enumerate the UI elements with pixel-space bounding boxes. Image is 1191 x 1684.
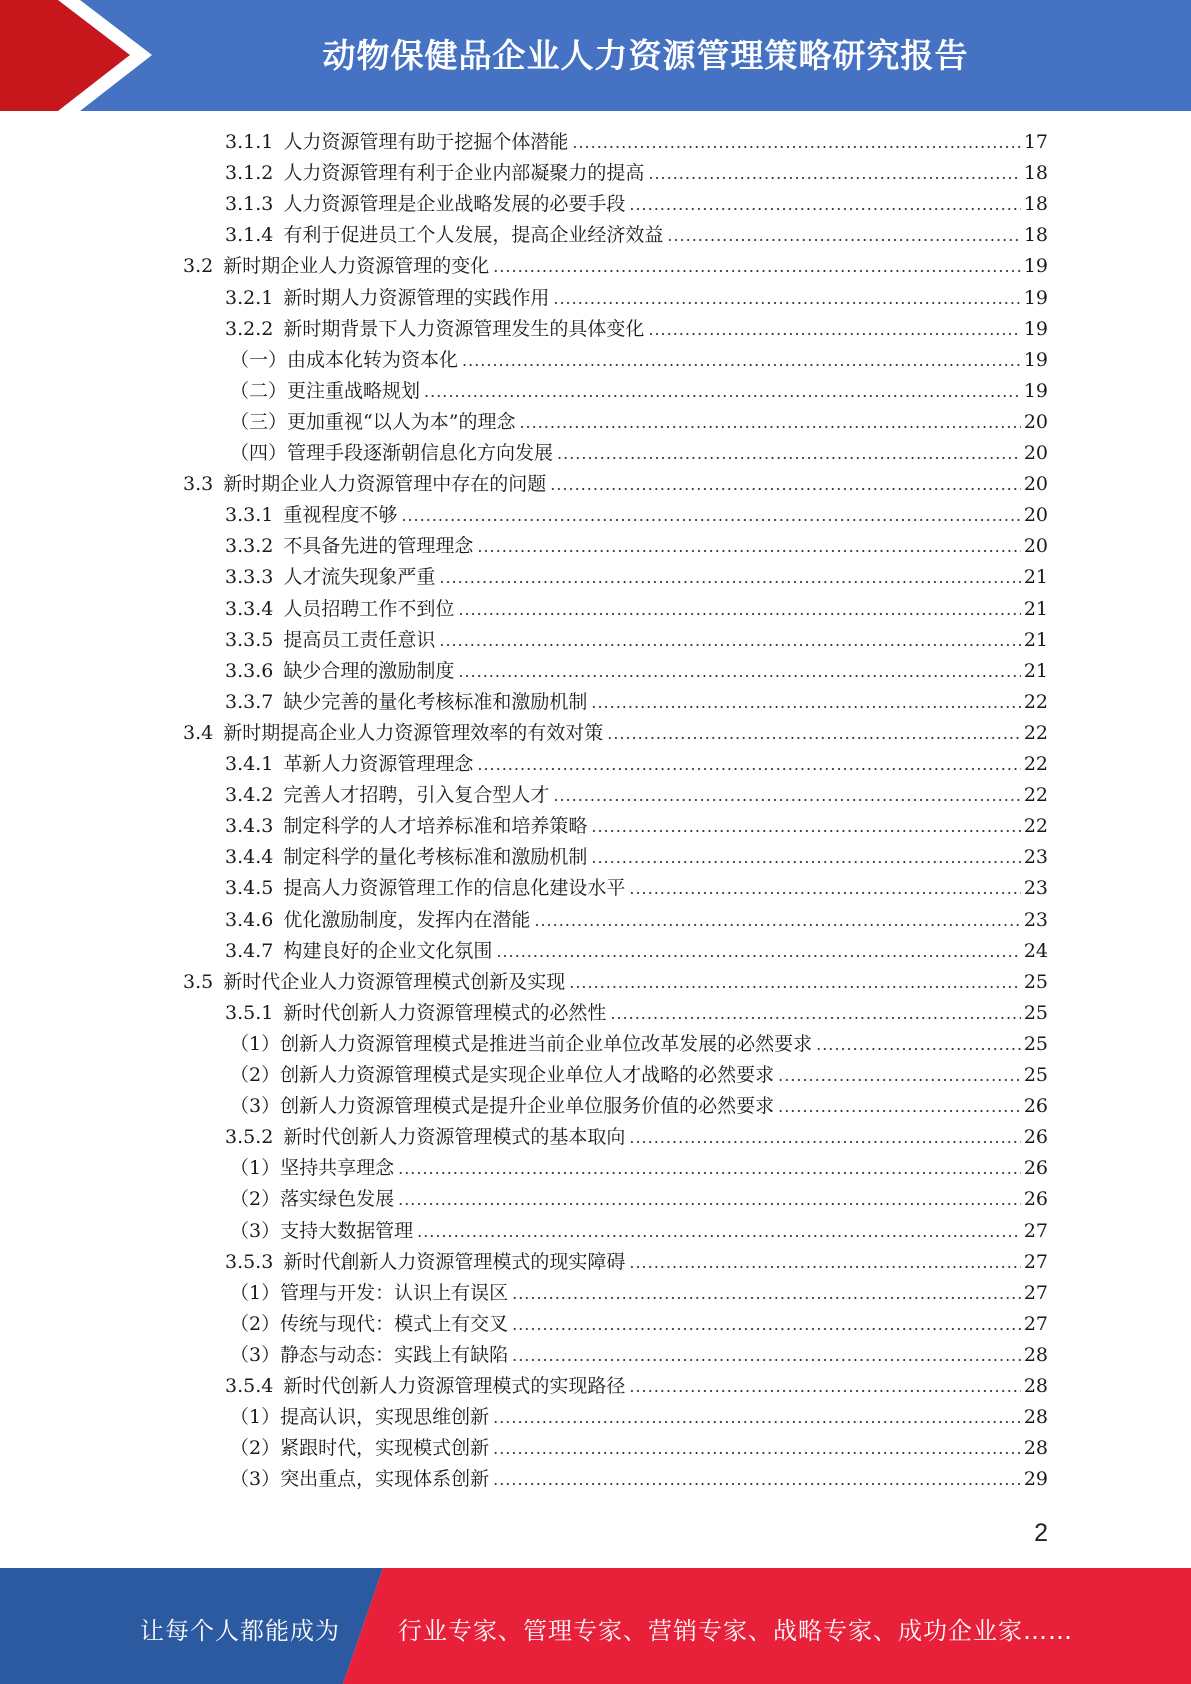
toc-entry-title: 革新人力资源管理理念: [283, 753, 474, 775]
toc-dot-leader: [629, 1128, 1020, 1147]
toc-dot-leader: [493, 1470, 1021, 1489]
toc-entry-page: 22: [1023, 815, 1048, 838]
toc-entry-page: 19: [1023, 317, 1048, 340]
toc-entry-number: （1）: [230, 1406, 281, 1429]
page-number: 2: [1034, 1519, 1048, 1547]
toc-entry-page: 18: [1023, 193, 1048, 216]
toc-entry[interactable]: [225, 905, 1048, 936]
toc-entry-page: 20: [1023, 442, 1048, 464]
toc-entry-number: 3.1.2: [225, 162, 274, 185]
toc-entry-title: 坚持共享理念: [280, 1157, 395, 1180]
toc-entry-number: 3.2.1: [225, 286, 274, 309]
toc-entry-title: 新时期企业人力资源管理中存在的问题: [223, 473, 547, 496]
toc-entry-page: 28: [1023, 1437, 1048, 1460]
toc-entry[interactable]: [230, 1153, 1048, 1184]
toc-entry-title: 缺少完善的量化考核标准和激励机制: [283, 690, 588, 713]
toc-dot-leader: [493, 1408, 1021, 1427]
toc-entry[interactable]: [230, 1091, 1048, 1122]
toc-entry-title: 静态与动态：实践上有缺陷: [280, 1343, 509, 1366]
toc-entry[interactable]: [230, 376, 1048, 407]
toc-entry[interactable]: [183, 251, 1048, 282]
toc-dot-leader: [591, 848, 1020, 867]
toc-dot-leader: [534, 911, 1020, 930]
toc-entry-number: 3.3.2: [225, 535, 274, 558]
toc-entry-title: 新时期提高企业人力资源管理效率的有效对策: [223, 721, 604, 744]
toc-entry-page: 20: [1023, 535, 1048, 558]
toc-entry-title: 支持大数据管理: [280, 1219, 414, 1242]
toc-entry-title: 制定科学的量化考核标准和激励机制: [283, 846, 588, 869]
toc-entry-number: 3.5.3: [225, 1250, 274, 1273]
document-title: 动物保健品企业人力资源管理策略研究报告: [322, 36, 969, 75]
toc-entry-title: 创新人力资源管理模式是推进当前企业单位改革发展的必然要求: [280, 1032, 813, 1055]
toc-dot-leader: [477, 537, 1020, 556]
toc-entry-page: 19: [1023, 379, 1048, 402]
toc-entry-title: 更注重战略规划: [287, 379, 421, 402]
toc-entry-page: 27: [1023, 1281, 1048, 1304]
toc-entry-page: 28: [1023, 1406, 1048, 1429]
toc-entry[interactable]: [225, 500, 1048, 531]
toc-entry-page: 22: [1023, 753, 1048, 775]
toc-entry-title: 人力资源管理有助于挖掘个体潜能: [283, 131, 569, 153]
toc-entry[interactable]: [230, 345, 1048, 376]
toc-entry[interactable]: [225, 562, 1048, 593]
toc-dot-leader: [512, 1346, 1021, 1365]
toc-dot-leader: [424, 382, 1021, 401]
toc-entry-page: 17: [1023, 131, 1048, 153]
toc-entry[interactable]: [230, 1060, 1048, 1091]
toc-entry-number: （2）: [230, 1312, 281, 1335]
toc-entry[interactable]: [225, 998, 1048, 1029]
toc-entry[interactable]: [225, 873, 1048, 904]
toc-entry[interactable]: [225, 127, 1048, 158]
toc-entry-number: 3.1.3: [225, 193, 274, 216]
toc-entry[interactable]: [230, 407, 1048, 438]
toc-entry-number: （3）: [230, 1095, 281, 1118]
toc-entry[interactable]: [183, 718, 1048, 749]
toc-entry-page: 18: [1023, 224, 1048, 247]
toc-entry-title: 新时期背景下人力资源管理发生的具体变化: [283, 317, 645, 340]
toc-entry-title: 由成本化转为资本化: [287, 348, 459, 371]
toc-entry-page: 26: [1023, 1188, 1048, 1211]
toc-entry-page: 28: [1023, 1375, 1048, 1397]
toc-entry[interactable]: [230, 438, 1048, 469]
toc-entry-number: 3.3.1: [225, 504, 274, 527]
toc-entry-title: 提高人力资源管理工作的信息化建设水平: [283, 877, 626, 900]
toc-entry-number: 3.4.6: [225, 908, 274, 931]
toc-entry-title: 新时代创新人力资源管理模式的基本取向: [283, 1126, 626, 1149]
toc-entry[interactable]: [225, 811, 1048, 842]
toc-entry-title: 新时代企业人力资源管理模式创新及实现: [223, 970, 566, 993]
toc-dot-leader: [417, 1222, 1021, 1241]
toc-dot-leader: [458, 600, 1020, 619]
toc-dot-leader: [629, 879, 1020, 898]
toc-entry-number: （四）: [230, 442, 288, 464]
toc-entry-number: 3.3.6: [225, 659, 274, 682]
toc-dot-leader: [667, 226, 1020, 245]
toc-entry-number: 3.4.5: [225, 877, 274, 900]
toc-entry-title: 传统与现代：模式上有交叉: [280, 1312, 509, 1335]
toc-entry-page: 21: [1023, 659, 1048, 682]
toc-entry-page: 24: [1023, 939, 1048, 962]
toc-entry-title: 优化激励制度，发挥内在潜能: [283, 908, 531, 931]
toc-dot-leader: [553, 786, 1020, 805]
toc-entry-page: 25: [1023, 1001, 1048, 1024]
toc-entry-number: 3.3.3: [225, 566, 274, 589]
toc-dot-leader: [778, 1097, 1021, 1116]
toc-entry-title: 人才流失现象严重: [283, 566, 436, 589]
toc-entry-page: 26: [1023, 1095, 1048, 1118]
toc-entry-page: 23: [1023, 908, 1048, 931]
toc-entry-page: 25: [1023, 1064, 1048, 1086]
toc-dot-leader: [778, 1066, 1021, 1085]
toc-entry-title: 新时代创新人力资源管理模式的实现路径: [283, 1375, 626, 1397]
toc-entry-page: 26: [1023, 1126, 1048, 1149]
toc-entry-title: 新时代创新人力资源管理模式的必然性: [283, 1001, 607, 1024]
toc-entry[interactable]: [230, 1029, 1048, 1060]
toc-entry-number: 3.1.1: [225, 131, 274, 153]
toc-entry-number: 3.3: [183, 473, 214, 496]
toc-dot-leader: [648, 320, 1020, 339]
toc-dot-leader: [572, 133, 1020, 152]
toc-entry[interactable]: [225, 189, 1048, 220]
toc-entry-page: 22: [1023, 690, 1048, 713]
toc-entry-number: 3.4.1: [225, 753, 274, 775]
toc-entry-title: 人力资源管理有利于企业内部凝聚力的提高: [283, 162, 645, 185]
toc-entry-title: 人力资源管理是企业战略发展的必要手段: [283, 193, 626, 216]
toc-dot-leader: [816, 1035, 1021, 1054]
toc-dot-leader: [439, 631, 1020, 650]
toc-entry-page: 23: [1023, 846, 1048, 869]
toc-entry[interactable]: [183, 469, 1048, 500]
footer-slogan-left: 让每个人都能成为: [140, 1617, 340, 1645]
toc-entry[interactable]: [225, 687, 1048, 718]
toc-entry-number: （2）: [230, 1064, 281, 1086]
toc-entry[interactable]: [225, 936, 1048, 967]
toc-entry[interactable]: [225, 625, 1048, 656]
footer-banner: [0, 1568, 1191, 1684]
toc-dot-leader: [591, 817, 1020, 836]
toc-entry[interactable]: [225, 842, 1048, 873]
toc-entry-number: （2）: [230, 1437, 281, 1460]
toc-entry[interactable]: [230, 1216, 1048, 1247]
toc-entry-number: （3）: [230, 1468, 281, 1491]
toc-entry-page: 20: [1023, 410, 1048, 433]
toc-dot-leader: [512, 1284, 1021, 1303]
toc-entry-number: 3.5.1: [225, 1001, 274, 1024]
toc-entry-number: 3.1.4: [225, 224, 274, 247]
toc-entry-page: 21: [1023, 597, 1048, 620]
toc-entry-page: 21: [1023, 566, 1048, 589]
toc-entry-number: （3）: [230, 1219, 281, 1242]
toc-entry[interactable]: [225, 1122, 1048, 1153]
toc-entry-page: 23: [1023, 877, 1048, 900]
toc-entry-number: 3.4.3: [225, 815, 274, 838]
toc-entry-title: 突出重点，实现体系创新: [280, 1468, 490, 1491]
toc-dot-leader: [648, 164, 1020, 183]
toc-entry-title: 有利于促进员工个人发展，提高企业经济效益: [283, 224, 664, 247]
toc-entry-number: （1）: [230, 1281, 281, 1304]
toc-entry-number: （3）: [230, 1343, 281, 1366]
toc-dot-leader: [496, 942, 1020, 961]
toc-dot-leader: [607, 724, 1021, 743]
toc-entry-title: 构建良好的企业文化氛围: [283, 939, 493, 962]
toc-entry-page: 19: [1023, 348, 1048, 371]
toc-dot-leader: [553, 289, 1020, 308]
toc-entry-title: 紧跟时代，实现模式创新: [280, 1437, 490, 1460]
toc-entry-title: 创新人力资源管理模式是实现企业单位人才战略的必然要求: [280, 1064, 775, 1086]
toc-entry-page: 22: [1023, 784, 1048, 807]
toc-entry-number: 3.4.4: [225, 846, 274, 869]
toc-entry-page: 26: [1023, 1157, 1048, 1180]
toc-entry-page: 20: [1023, 504, 1048, 527]
toc-entry[interactable]: [230, 1278, 1048, 1309]
toc-entry[interactable]: [225, 656, 1048, 687]
toc-entry[interactable]: [225, 1247, 1048, 1278]
toc-entry[interactable]: [183, 967, 1048, 998]
toc-entry-number: （2）: [230, 1188, 281, 1211]
toc-entry[interactable]: [230, 1433, 1048, 1464]
toc-entry-title: 完善人才招聘，引入复合型人才: [283, 784, 550, 807]
toc-entry-number: 3.3.7: [225, 690, 274, 713]
toc-entry-page: 19: [1023, 255, 1048, 278]
toc-dot-leader: [493, 257, 1021, 276]
toc-entry-page: 27: [1023, 1219, 1048, 1242]
toc-entry-page: 25: [1023, 1032, 1048, 1055]
toc-dot-leader: [512, 1315, 1021, 1334]
toc-entry-title: 人员招聘工作不到位: [283, 597, 455, 620]
header-banner: [0, 0, 1191, 111]
toc-dot-leader: [398, 1190, 1021, 1209]
toc-entry[interactable]: [225, 1371, 1048, 1402]
toc-entry-number: （1）: [230, 1157, 281, 1180]
toc-dot-leader: [629, 1253, 1020, 1272]
footer-slogan-right: 行业专家、管理专家、营销专家、战略专家、成功企业家……: [398, 1617, 1073, 1645]
toc-entry[interactable]: [230, 1464, 1048, 1495]
toc-entry-page: 22: [1023, 721, 1048, 744]
toc-dot-leader: [610, 1004, 1020, 1023]
toc-entry[interactable]: [230, 1340, 1048, 1371]
toc-entry-title: 新时代創新人力资源管理模式的现实障碍: [283, 1250, 626, 1273]
toc-dot-leader: [629, 195, 1020, 214]
toc-entry-title: 管理与开发：认识上有误区: [280, 1281, 509, 1304]
toc-entry-title: 提高员工责任意识: [283, 628, 436, 651]
toc-entry[interactable]: [225, 594, 1048, 625]
toc-entry[interactable]: [225, 749, 1048, 780]
toc-entry[interactable]: [225, 283, 1048, 314]
toc-entry-page: 19: [1023, 286, 1048, 309]
toc-entry-page: 20: [1023, 473, 1048, 496]
toc-entry-page: 29: [1023, 1468, 1048, 1491]
toc-entry[interactable]: [230, 1402, 1048, 1433]
toc-entry-number: 3.4.2: [225, 784, 274, 807]
toc-entry-title: 创新人力资源管理模式是提升企业单位服务价值的必然要求: [280, 1095, 775, 1118]
toc-entry-title: 新时期企业人力资源管理的变化: [223, 255, 490, 278]
toc-dot-leader: [462, 351, 1021, 370]
toc-entry[interactable]: [230, 1184, 1048, 1215]
toc-dot-leader: [458, 662, 1020, 681]
toc-dot-leader: [398, 1159, 1021, 1178]
toc-entry-title: 提高认识，实现思维创新: [280, 1406, 490, 1429]
toc-dot-leader: [569, 973, 1021, 992]
toc-dot-leader: [557, 444, 1021, 463]
toc-dot-leader: [493, 1439, 1021, 1458]
toc-entry-title: 管理手段逐渐朝信息化方向发展: [287, 442, 554, 464]
toc-entry[interactable]: [225, 531, 1048, 562]
toc-entry-title: 制定科学的人才培养标准和培养策略: [283, 815, 588, 838]
toc-dot-leader: [629, 1377, 1020, 1396]
toc-entry[interactable]: [225, 780, 1048, 811]
toc-entry-title: 缺少合理的激励制度: [283, 659, 455, 682]
toc-dot-leader: [591, 693, 1020, 712]
toc-dot-leader: [401, 506, 1020, 525]
toc-entry-number: 3.5.2: [225, 1126, 274, 1149]
toc-entry-page: 18: [1023, 162, 1048, 185]
toc-entry-page: 25: [1023, 970, 1048, 993]
toc-entry-number: 3.3.4: [225, 597, 274, 620]
toc-entry[interactable]: [225, 314, 1048, 345]
toc-dot-leader: [550, 475, 1021, 494]
toc-entry-number: （二）: [230, 379, 288, 402]
toc-entry-title: 落实绿色发展: [280, 1188, 395, 1211]
toc-dot-leader: [477, 755, 1020, 774]
toc-entry-number: 3.5: [183, 970, 214, 993]
toc-entry-title: 不具备先进的管理理念: [283, 535, 474, 558]
toc-entry-number: 3.3.5: [225, 628, 274, 651]
toc-entry-number: （1）: [230, 1032, 281, 1055]
toc-entry-page: 27: [1023, 1312, 1048, 1335]
toc-entry-number: 3.5.4: [225, 1375, 274, 1397]
toc-entry-title: 重视程度不够: [283, 504, 398, 527]
toc-entry-page: 27: [1023, 1250, 1048, 1273]
toc-entry-title: 更加重视“以人为本”的理念: [287, 410, 516, 433]
toc-dot-leader: [519, 413, 1020, 432]
toc-entry-number: 3.4: [183, 721, 214, 744]
toc-entry[interactable]: [230, 1309, 1048, 1340]
toc-entry-page: 21: [1023, 628, 1048, 651]
toc-entry-number: 3.2: [183, 255, 214, 278]
toc-entry-number: 3.4.7: [225, 939, 274, 962]
toc-entry-number: （一）: [230, 348, 288, 371]
toc-dot-leader: [439, 568, 1020, 587]
toc-entry-page: 28: [1023, 1343, 1048, 1366]
toc-entry-number: 3.2.2: [225, 317, 274, 340]
toc-entry[interactable]: [225, 220, 1048, 251]
toc-entry-title: 新时期人力资源管理的实践作用: [283, 286, 550, 309]
toc-entry-number: （三）: [230, 410, 288, 433]
toc-entry[interactable]: [225, 158, 1048, 189]
